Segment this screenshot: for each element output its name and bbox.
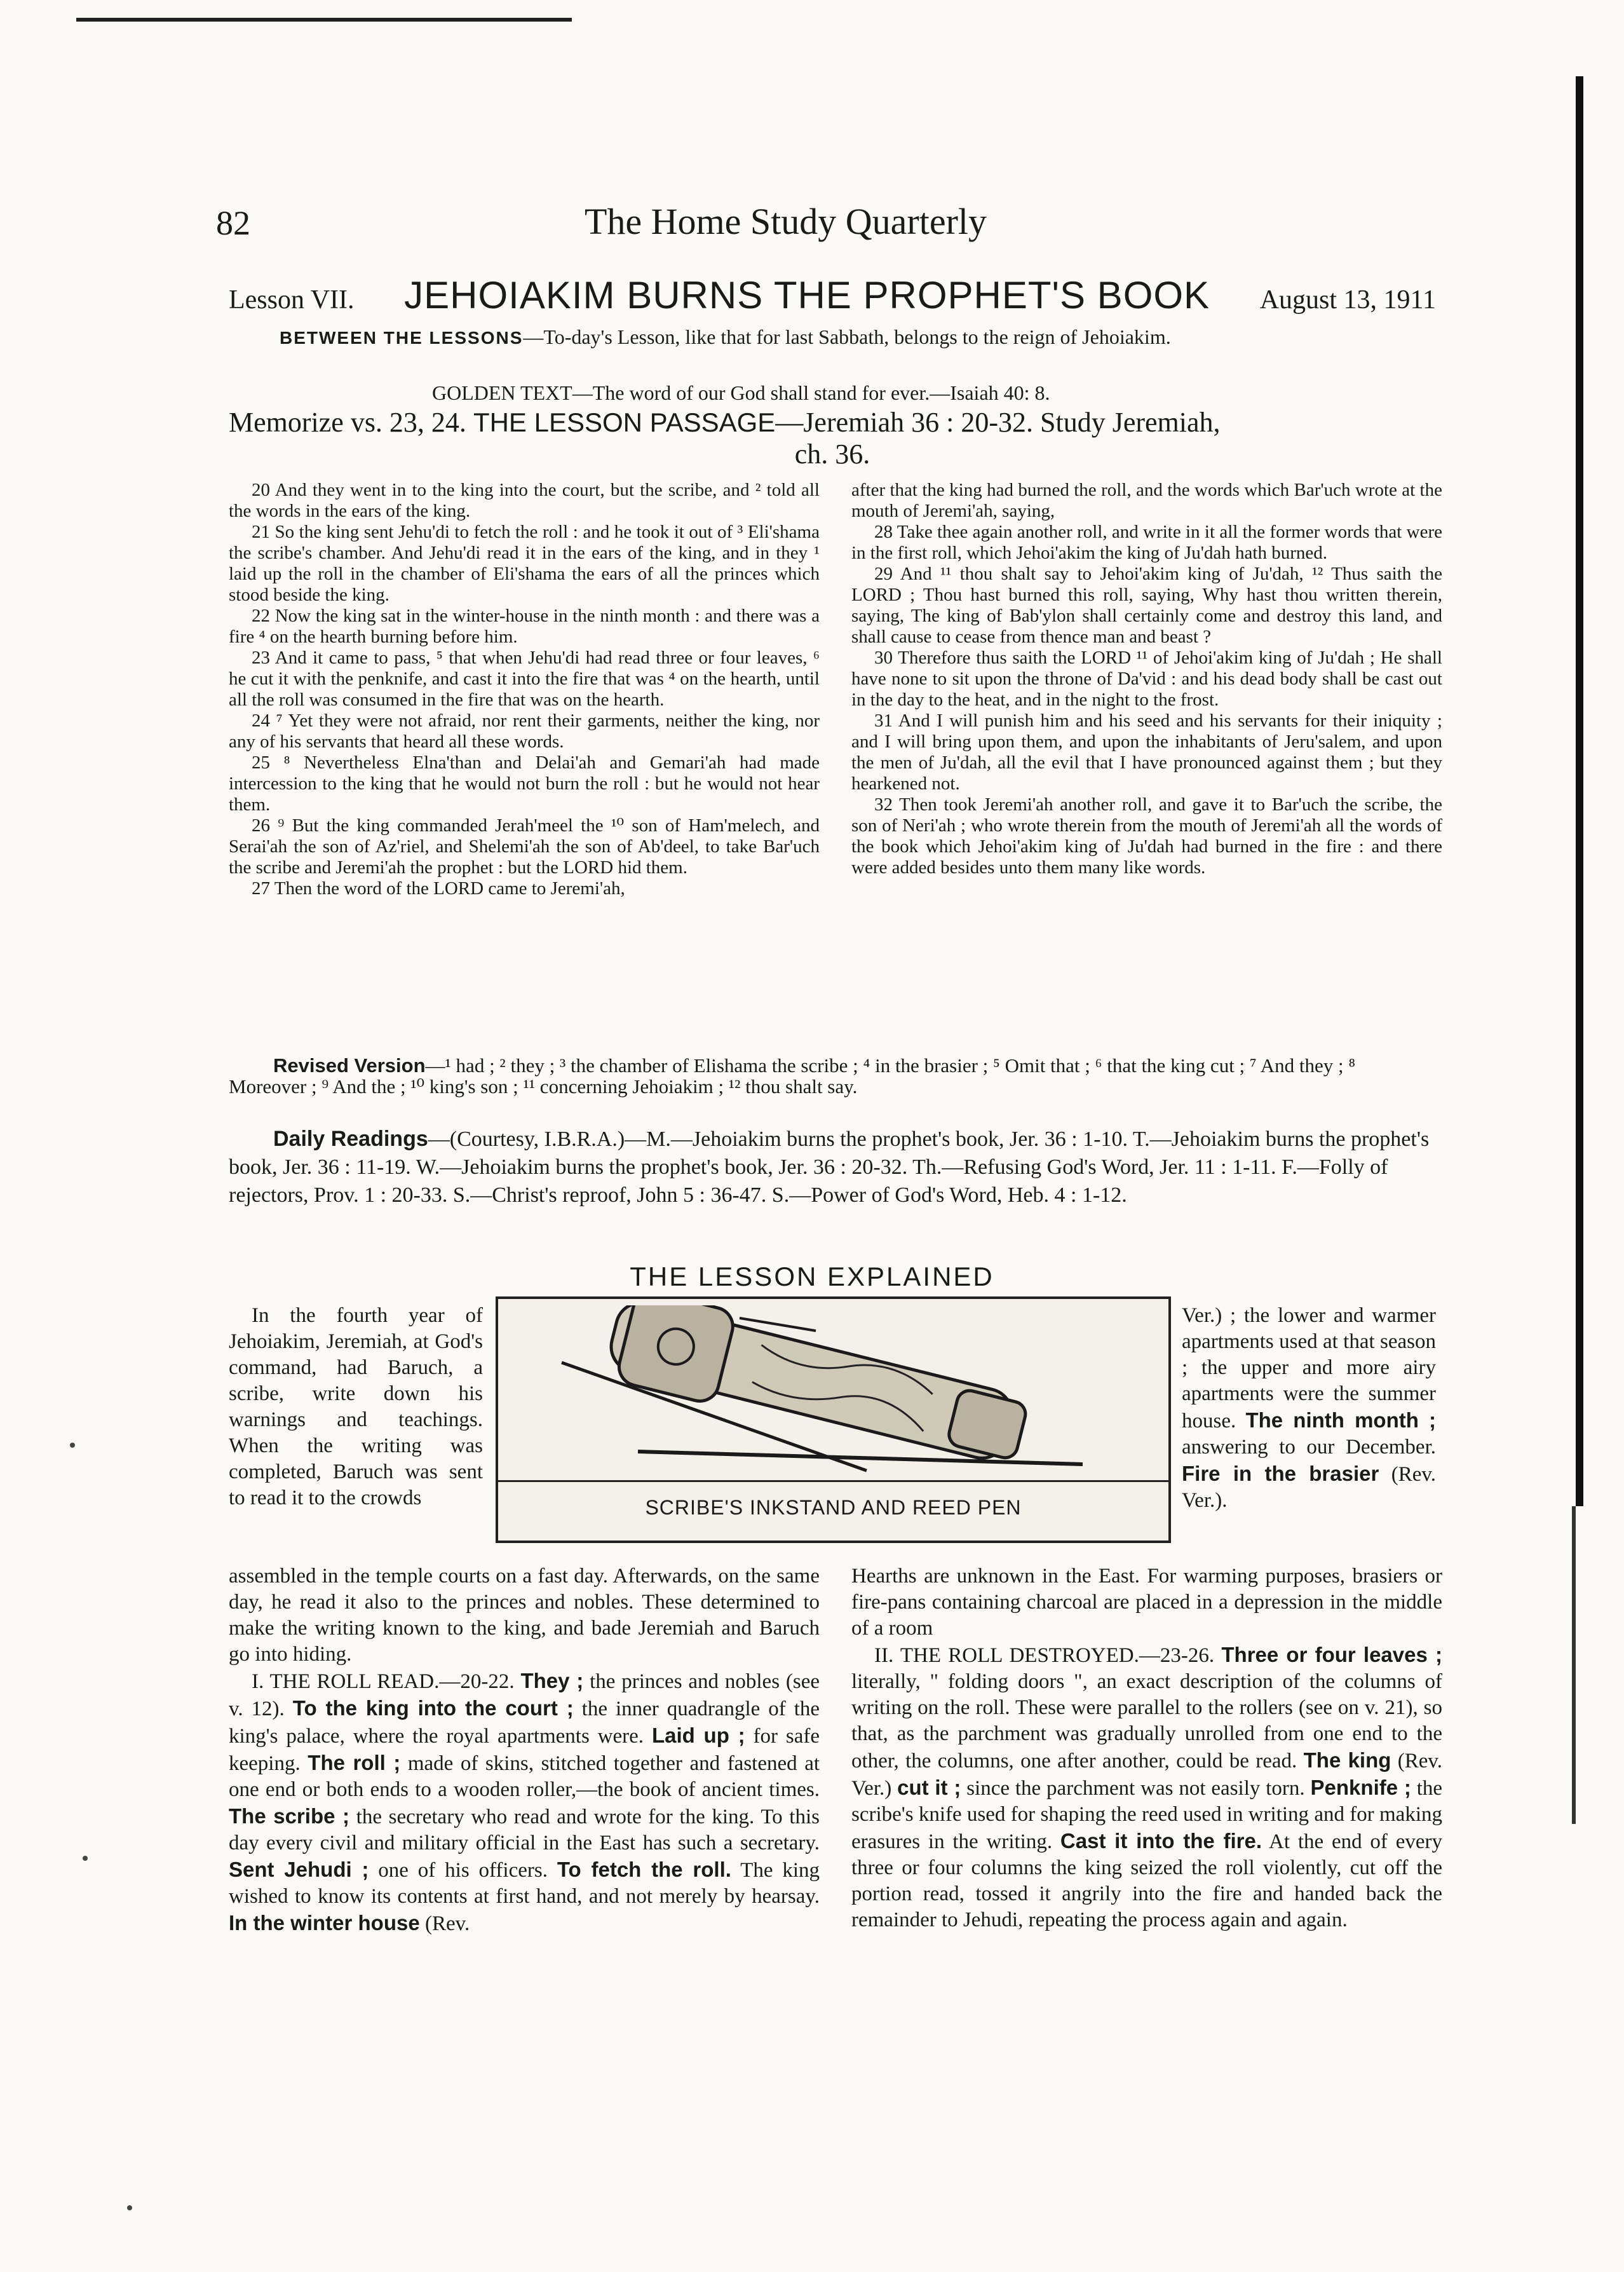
verse: 31 And I will punish him and his seed and his servants for their iniquity ; and I will bring upon them, and upon the inhabitants of Jeru'salem, and upon the men of Ju'dah, all the evil that I have pronounced against them ; but they hearkened not.: [851, 711, 1442, 794]
memorize-verses: Memorize vs. 23, 24.: [229, 407, 466, 438]
golden-text: GOLDEN TEXT—The word of our God shall stand for ever.—Isaiah 40: 8.: [432, 381, 1050, 404]
scan-edge-bar-lower: [1572, 1506, 1576, 1824]
gloss: since the parchment was not easily torn.: [966, 1777, 1305, 1800]
intro-paragraph: In the fourth year of Jehoiakim, Jeremiah, at God's command, had Baruch, a scribe, write down his warnings and teachings. When the writing was completed, Baruch was sent to read it to the crowds: [229, 1304, 483, 1509]
wrap-right-paragraph: [1182, 1303, 1436, 1514]
page-number: 82: [216, 204, 250, 242]
scan-speck: [70, 1443, 75, 1448]
lesson-header: [229, 273, 1436, 317]
verse: 22 Now the king sat in the winter-house in the ninth month : and there was a fire ⁴ on the hearth burning before him.: [229, 606, 820, 647]
gloss: the secretary who read and wrote for the king. To this day every civil and military official in the East has such a secretary.: [229, 1806, 820, 1854]
passage-reference-cont: ch. 36.: [794, 439, 870, 470]
lesson-number: Lesson VII.: [229, 285, 355, 315]
verse: after that the king had burned the roll, and the words which Bar'uch wrote at the mouth of Jeremi'ah, saying,: [851, 480, 1442, 521]
explained-column-left: [229, 1563, 820, 1937]
term: Laid up ;: [651, 1724, 745, 1747]
verse: 28 Take thee again another roll, and write in it all the former words that were in the first roll, which Jehoi'akim the king of Ju'dah hath burned.: [851, 522, 1442, 563]
gloss: At the end of every three or four columns the king seized the roll violently, cut off the portion read, tossed it angrily into the fire and handed back the remainder to Jehudi, repeating the process again and again.: [851, 1830, 1442, 1931]
inkstand-illustration: [511, 1305, 1153, 1477]
term: cut it ;: [897, 1776, 961, 1799]
term-fire-in-the-brasier: Fire in the brasier: [1182, 1462, 1379, 1485]
term-ninth-month: The ninth month ;: [1245, 1408, 1437, 1432]
gloss: the princes and nobles (see v. 12).: [229, 1670, 820, 1720]
running-head: The Home Study Quarterly: [585, 201, 987, 242]
revised-text: —¹ had ; ² they ; ³ the chamber of Elishama the scribe ; ⁴ in the brasier ; ⁵ Omit that ; ⁶ that the king cut ; ⁷ And they ; ⁸ Moreover ; ⁹ And the ; ¹⁰ king's son ; ¹¹ concerning Jehoiakim ; ¹² thou shalt say.: [229, 1054, 1356, 1098]
inkstand-figure: [496, 1296, 1171, 1543]
verse: 32 Then took Jeremi'ah another roll, and gave it to Bar'uch the scribe, the son of Neri'ah ; who wrote therein from the mouth of Jeremi'ah all the words of the book which Jehoi'akim king of Ju'dah had burned in the fire : and there were added besides unto them many like words.: [851, 794, 1442, 878]
section-heading-roll-read: I. THE ROLL READ.—20-22.: [252, 1670, 515, 1693]
daily-readings: [229, 1125, 1436, 1209]
daily-text: —(Courtesy, I.B.R.A.)—M.—Jehoiakim burns the prophet's book, Jer. 36 : 1-10. T.—Jehoiakim burns the prophet's book, Jer. 36 : 11-19. W.—Jehoiakim burns the prophet's book, Jer. 36 : 20-32. Th.—Refusing God's Word, Jer. 11 : 1-11. F.—Folly of rejectors, Prov. 1 : 20-33. S.—Christ's reproof, John 5 : 36-47. S.—Power of God's Word, Heb. 4 : 1-12.: [229, 1127, 1430, 1207]
roll-read-paragraph: [229, 1668, 820, 1937]
between-the-lessons: [280, 324, 1436, 351]
gloss: literally, " folding doors ", an exact description of the columns of writing on the roll. These were parallel to the rollers (see on v. 21), so that, as the parchment was gradually unrolled from one end to the other, the columns, one after another, could be read.: [851, 1670, 1442, 1772]
memorize-line: [229, 407, 1436, 470]
verse: 23 And it came to pass, ⁵ that when Jehu'di had read three or four leaves, ⁶ he cut it with the penknife, and cast it into the fire that was ⁴ on the hearth, until all the roll was consumed in the fire that was on the hearth.: [229, 648, 820, 710]
verse: 25 ⁸ Nevertheless Elna'than and Delai'ah and Gemari'ah had made intercession to the king that he would not burn the roll : but he would not hear them.: [229, 752, 820, 815]
between-text: —To-day's Lesson, like that for last Sabbath, belongs to the reign of Jehoiakim.: [523, 325, 1171, 348]
gloss: The king wished to know its contents at first hand, and not merely by hearsay.: [229, 1859, 820, 1908]
verse: 26 ⁹ But the king commanded Jerah'meel the ¹⁰ son of Ham'melech, and Serai'ah the son of Az'riel, and Shelemi'ah the son of Ab'deel, to take Bar'uch the scribe and Jeremi'ah the prophet : but the LORD hid them.: [229, 815, 820, 878]
caption-rule: [498, 1480, 1168, 1482]
term: In the winter house: [229, 1911, 420, 1935]
gloss: (Rev. Ver.): [851, 1750, 1443, 1800]
term: The scribe ;: [229, 1804, 350, 1828]
explained-intro-right: [1182, 1303, 1436, 1514]
revised-label: Revised Version: [273, 1054, 426, 1077]
lesson-passage-heading: THE LESSON PASSAGE: [473, 407, 776, 437]
gloss: for safe keeping.: [229, 1725, 820, 1775]
verse: 29 And ¹¹ thou shalt say to Jehoi'akim king of Ju'dah, ¹² Thus saith the LORD ; Thou hast burned this roll, saying, Why hast thou written therein, saying, The king of Bab'ylon shall certainly come and destroy this land, and shall cause to cease from thence man and beast ?: [851, 564, 1442, 647]
term: Three or four leaves ;: [1221, 1643, 1443, 1666]
daily-label: Daily Readings: [273, 1127, 428, 1151]
verse: 24 ⁷ Yet they were not afraid, nor rent their garments, neither the king, nor any of his servants that heard all these words.: [229, 711, 820, 752]
between-label: BETWEEN THE LESSONS: [280, 328, 524, 348]
wrap-right-text-1: Ver.) ; the lower and warmer apartments used at that season ; the upper and more airy apartments were the summer house.: [1182, 1304, 1436, 1432]
term: To fetch the roll.: [557, 1858, 731, 1881]
hearths-paragraph: Hearths are unknown in the East. For warming purposes, brasiers or fire-pans containing charcoal are placed in a depression in the middle of a room: [851, 1565, 1442, 1640]
wrap-right-text-3: (Rev. Ver.).: [1182, 1463, 1436, 1512]
lesson-title: JEHOIAKIM BURNS THE PROPHET'S BOOK: [404, 274, 1210, 316]
explained-column-right: [851, 1563, 1442, 1933]
passage-column-right: [851, 480, 1442, 878]
passage-reference: —Jeremiah 36 : 20-32. Study Jeremiah,: [775, 407, 1221, 438]
term: The roll ;: [308, 1751, 401, 1774]
verse: 27 Then the word of the LORD came to Jeremi'ah,: [252, 878, 625, 899]
figure-caption: SCRIBE'S INKSTAND AND REED PEN: [645, 1496, 1022, 1519]
gloss: made of skins, stitched together and fastened at one end or both ends to a wooden roller,—the book of ancient times.: [229, 1752, 820, 1801]
term: The king: [1303, 1748, 1391, 1772]
roll-destroyed-paragraph: [851, 1642, 1442, 1933]
term: Penknife ;: [1310, 1776, 1411, 1799]
term: Sent Jehudi ;: [229, 1858, 369, 1881]
verse: 30 Therefore thus saith the LORD ¹¹ of Jehoi'akim king of Ju'dah ; He shall have none to sit upon the throne of Da'vid : and his dead body shall be cast out in the day to the heat, and in the night to the frost.: [851, 648, 1442, 710]
gloss: one of his officers.: [378, 1859, 548, 1882]
gloss: the scribe's knife used for shaping the reed used in writing and for making erasures in the writing.: [851, 1777, 1443, 1853]
continued-paragraph: assembled in the temple courts on a fast day. Afterwards, on the same day, he read it also to the princes and nobles. These determined to make the writing known to the king, and bade Jeremiah and Baruch go into hiding.: [229, 1565, 820, 1666]
scan-speck: [83, 1856, 88, 1861]
lesson-date: August 13, 1911: [1259, 285, 1436, 315]
explained-intro-left: [229, 1303, 483, 1511]
wrap-right-text-2: answering to our December.: [1182, 1436, 1436, 1459]
scan-speck: [127, 2205, 132, 2210]
lesson-explained-heading: THE LESSON EXPLAINED: [630, 1262, 994, 1291]
section-heading-roll-destroyed: II. THE ROLL DESTROYED.—23-26.: [874, 1644, 1215, 1667]
term: Cast it into the fire.: [1060, 1829, 1262, 1853]
verse: 20 And they went in to the king into the court, but the scribe, and ² told all the words in the ears of the king.: [229, 480, 820, 521]
verse: 21 So the king sent Jehu'di to fetch the roll : and he took it out of ³ Eli'shama the scribe's chamber. And Jehu'di read it in the ears of the king, and in they ¹ laid up the roll in the chamber of Eli'shama the ears of all the princes which stood beside the king.: [229, 522, 820, 605]
top-rule: [76, 18, 572, 22]
passage-column-left: [229, 480, 820, 899]
term: To the king into the court ;: [292, 1696, 574, 1720]
gloss: (Rev.: [424, 1912, 470, 1935]
revised-version: [229, 1055, 1436, 1097]
term: They ;: [520, 1669, 584, 1692]
gloss: the inner quadrangle of the king's palace, where the royal apartments were.: [229, 1697, 820, 1748]
